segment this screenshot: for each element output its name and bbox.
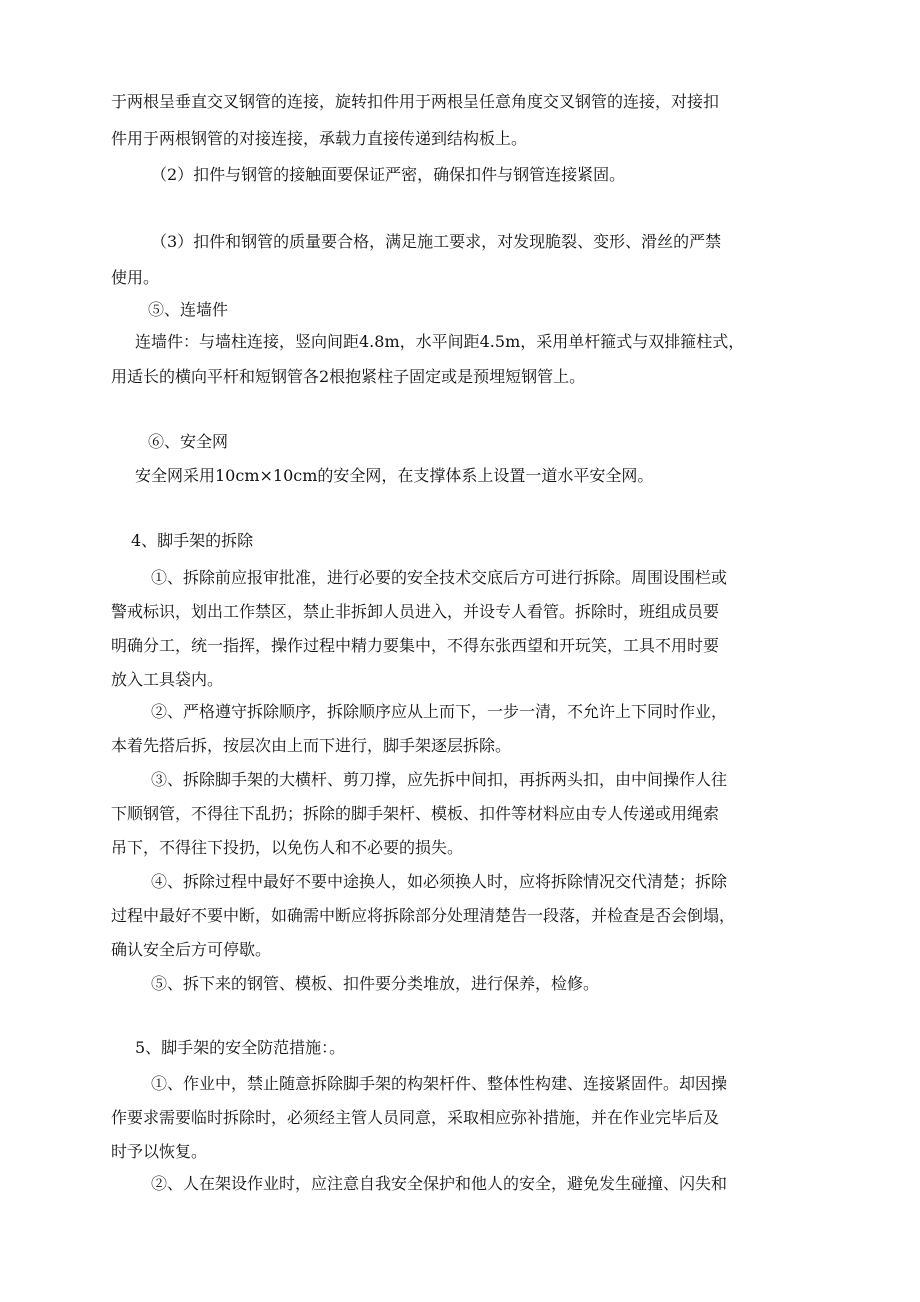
section-heading: ⑥、安全网	[148, 432, 229, 451]
text-line: 放入工具袋内。	[111, 670, 224, 689]
text-line: 警戒标识，划出工作禁区，禁止非拆卸人员进入，并设专人看管。拆除时，班组成员要	[111, 602, 720, 621]
text-line: 本着先搭后拆，按层次由上而下进行，脚手架逐层拆除。	[111, 736, 512, 755]
text-line: 件用于两根钢管的对接连接，承载力直接传递到结构板上。	[111, 129, 528, 148]
section-heading: 4、脚手架的拆除	[131, 531, 254, 550]
text-line: 吊下，不得往下投扔，以免伤人和不必要的损失。	[111, 838, 464, 857]
text-line: 用适长的横向平杆和短钢管各2根抱紧柱子固定或是预埋短钢管上。	[111, 367, 586, 386]
text-line: 明确分工，统一指挥，操作过程中精力要集中，不得东张西望和开玩笑，工具不用时要	[111, 636, 720, 655]
text-line: ④、拆除过程中最好不要中途换人，如必须换人时，应将拆除情况交代清楚；拆除	[151, 872, 728, 891]
text-line: 于两根呈垂直交叉钢管的连接，旋转扣件用于两根呈任意角度交叉钢管的连接，对接扣	[111, 92, 720, 111]
section-heading: ⑤、连墙件	[148, 300, 229, 319]
text-line: ②、人在架设作业时，应注意自我安全保护和他人的安全，避免发生碰撞、闪失和	[151, 1174, 728, 1193]
text-line: 过程中最好不要中断，如确需中断应将拆除部分处理清楚告一段落，并检查是否会倒塌，	[111, 906, 736, 925]
text-line: ②、严格遵守拆除顺序，拆除顺序应从上而下，一步一清，不允许上下同时作业，	[151, 702, 728, 721]
section-heading: 5、脚手架的安全防范措施：。	[135, 1038, 346, 1057]
text-line: 下顺钢管，不得往下乱扔；拆除的脚手架杆、模板、扣件等材料应由专人传递或用绳索	[111, 804, 720, 823]
text-line: 连墙件：与墙柱连接，竖向间距4.8m，水平间距4.5m，采用单杆箍式与双排箍柱式，	[135, 332, 745, 351]
text-line: 安全网采用10cm×10cm的安全网，在支撑体系上设置一道水平安全网。	[135, 466, 654, 485]
text-line: （3）扣件和钢管的质量要合格，满足施工要求，对发现脆裂、变形、滑丝的严禁	[151, 232, 722, 251]
text-line: ⑤、拆下来的钢管、模板、扣件要分类堆放，进行保养，检修。	[151, 974, 600, 993]
text-line: 作要求需要临时拆除时，必须经主管人员同意，采取相应弥补措施，并在作业完毕后及	[111, 1108, 720, 1127]
text-line: ①、拆除前应报审批准，进行必要的安全技术交底后方可进行拆除。周围设围栏或	[151, 568, 728, 587]
text-line: 确认安全后方可停歇。	[111, 940, 272, 959]
text-line: 时予以恢复。	[111, 1142, 208, 1161]
text-line: ③、拆除脚手架的大横杆、剪刀撑，应先拆中间扣，再拆两头扣，由中间操作人往	[151, 770, 728, 789]
text-line: ①、作业中，禁止随意拆除脚手架的构架杆件、整体性构建、连接紧固件。却因操	[151, 1074, 728, 1093]
text-line: 使用。	[111, 268, 160, 287]
text-line: （2）扣件与钢管的接触面要保证严密，确保扣件与钢管连接紧固。	[151, 165, 626, 184]
